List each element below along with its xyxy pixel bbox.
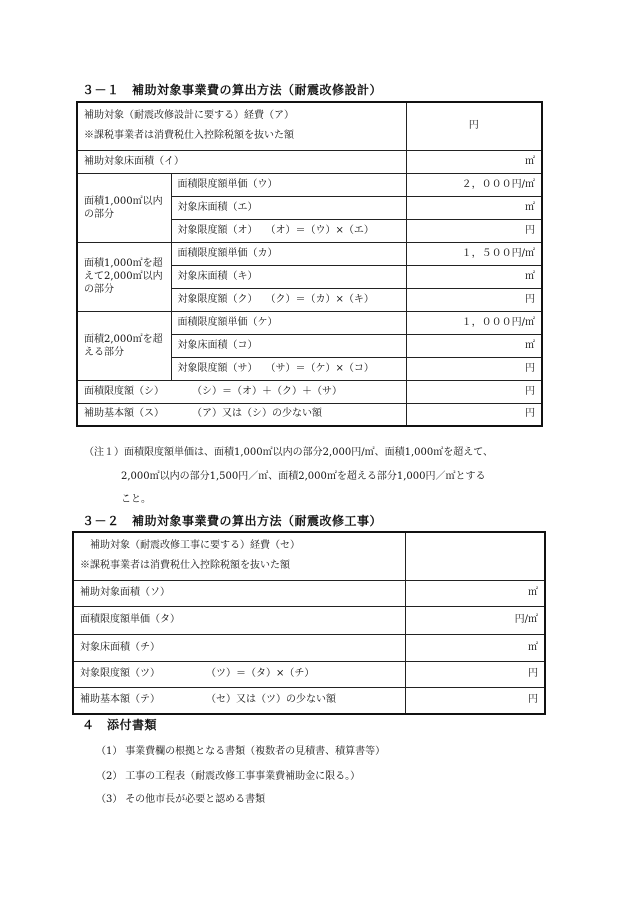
unit-price-label: 面積限度額単価（ケ）: [171, 311, 406, 334]
list-item: [96, 767, 360, 782]
target-floor-value-cell[interactable]: ㎡: [406, 196, 542, 219]
item-text: 事業費欄の根拠となる書類（複数者の見積書、積算書等）: [125, 746, 386, 757]
unit-price-label: 面積限度額単価（ウ）: [171, 173, 406, 196]
floor-area-value-cell[interactable]: ㎡: [406, 150, 542, 173]
item-text: 工事の工程表（耐震改修工事事業費補助金に限る。）: [125, 771, 361, 782]
area-limit-value-cell[interactable]: 円: [406, 380, 542, 403]
limit-label: 対象限度額（ク）: [177, 293, 258, 305]
table-row: [73, 661, 545, 687]
item-text: その他市長が必要と認める書類: [125, 794, 266, 805]
item-number: （2）: [96, 771, 123, 782]
target-floor-value-cell[interactable]: ㎡: [406, 265, 542, 288]
list-item: [96, 790, 265, 805]
group-label: 面積2,000㎡を超える部分: [77, 311, 171, 380]
base-amount-formula: （ア）又は（シ）の少ない額: [192, 408, 322, 420]
limit-label: 対象限度額（ツ）: [80, 668, 160, 679]
unit-price-value: １，０００円/㎡: [406, 311, 542, 334]
list-item: [96, 742, 385, 757]
table-row: [73, 606, 545, 634]
limit-label: 対象限度額（サ）: [177, 362, 258, 374]
limit-formula: （サ）＝（ケ）×（コ）: [265, 362, 374, 374]
target-floor-label: 対象床面積（コ）: [171, 334, 406, 357]
area-limit-formula: （シ）＝（オ）＋（ク）＋（サ）: [192, 385, 342, 397]
design-cost-table: [76, 101, 543, 427]
limit-value-cell[interactable]: 円: [406, 357, 542, 380]
limit-formula: （ク）＝（カ）×（キ）: [265, 293, 374, 305]
table-row: [77, 380, 542, 403]
section-4-heading: ４ 添付書類: [82, 718, 158, 732]
base-amount-value-cell[interactable]: 円: [405, 687, 545, 714]
unit-price-label: 面積限度額単価（カ）: [171, 242, 406, 265]
table-row: [77, 102, 542, 150]
table-row: [77, 403, 542, 426]
floor-area-value-cell[interactable]: ㎡: [405, 580, 545, 606]
table-row: [77, 242, 542, 265]
base-amount-label: 補助基本額（ス）: [84, 408, 164, 420]
limit-formula: （オ）＝（ウ）×（エ）: [265, 224, 374, 236]
table-row: [77, 173, 542, 196]
base-amount-value-cell[interactable]: 円: [406, 403, 542, 426]
unit-price-value: ２，０００円/㎡: [406, 173, 542, 196]
limit-label: 対象限度額（オ）: [177, 224, 258, 236]
cost-label: 補助対象（耐震改修工事に要する）経費（セ）: [90, 540, 300, 552]
section-3-2-heading: ３－２ 補助対象事業費の算出方法（耐震改修工事）: [82, 514, 383, 528]
item-number: （1）: [96, 746, 123, 757]
section-3-1-heading: ３－１ 補助対象事業費の算出方法（耐震改修設計）: [82, 83, 383, 97]
cost-value-cell[interactable]: 円: [406, 102, 542, 150]
unit-price-value-cell[interactable]: 円/㎡: [405, 606, 545, 634]
note-line-2: 2,000㎡以内の部分1,500円／㎡、面積2,000㎡を超える部分1,000円／㎡とする: [121, 471, 486, 482]
area-limit-label: 面積限度額（シ）: [84, 385, 164, 397]
cost-label: 補助対象（耐震改修設計に要する）経費（ア）: [84, 110, 294, 122]
table-row: [73, 634, 545, 661]
group-label: 面積1,000㎡を超えて2,000㎡以内の部分: [77, 242, 171, 311]
unit-price-value: １，５００円/㎡: [406, 242, 542, 265]
target-floor-value-cell[interactable]: ㎡: [406, 334, 542, 357]
limit-value-cell[interactable]: 円: [405, 661, 545, 687]
cost-note: ※課税事業者は消費税仕入控除税額を抜いた額: [84, 130, 294, 142]
table-row: [73, 687, 545, 714]
target-floor-value-cell[interactable]: ㎡: [405, 634, 545, 661]
cost-note: ※課税事業者は消費税仕入控除税額を抜いた額: [80, 560, 290, 572]
floor-area-label: 補助対象床面積（イ）: [77, 150, 406, 173]
group-label: 面積1,000㎡以内の部分: [77, 173, 171, 242]
limit-value-cell[interactable]: 円: [406, 288, 542, 311]
limit-value-cell[interactable]: 円: [406, 219, 542, 242]
table-row: [77, 150, 542, 173]
target-floor-label: 対象床面積（チ）: [73, 634, 405, 661]
base-amount-label: 補助基本額（テ）: [80, 694, 160, 706]
item-number: （3）: [96, 794, 123, 805]
note-line-1: （注１）面積限度額単価は、面積1,000㎡以内の部分2,000円/㎡、面積1,000㎡を超えて、: [84, 447, 494, 458]
base-amount-formula: （セ）又は（ツ）の少ない額: [206, 694, 336, 706]
note-line-3: こと。: [121, 494, 151, 505]
construction-cost-table: [72, 531, 546, 715]
target-floor-label: 対象床面積（キ）: [171, 265, 406, 288]
cost-value-cell[interactable]: [405, 532, 545, 580]
floor-area-label: 補助対象面積（ソ）: [73, 580, 405, 606]
limit-formula: （ツ）＝（タ）×（チ）: [206, 668, 315, 679]
target-floor-label: 対象床面積（エ）: [171, 196, 406, 219]
table-row: [73, 532, 545, 580]
table-row: [77, 311, 542, 334]
unit-price-label: 面積限度額単価（タ）: [73, 606, 405, 634]
table-row: [73, 580, 545, 606]
